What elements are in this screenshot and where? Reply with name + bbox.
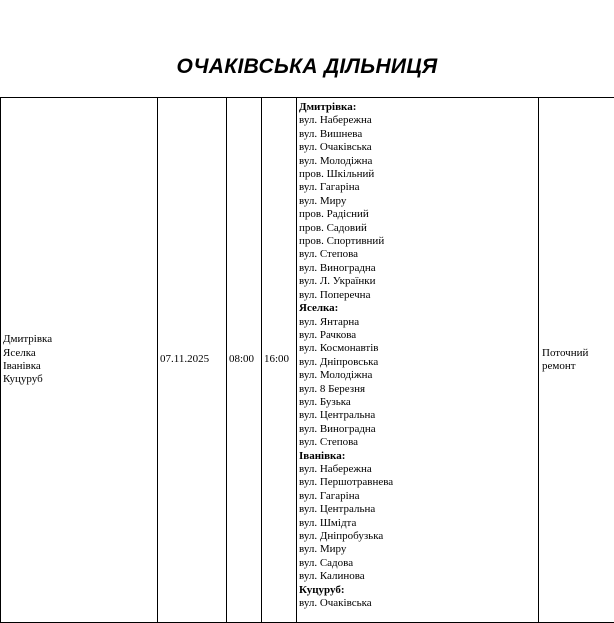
settlement-name: Яселка bbox=[3, 347, 157, 360]
date-cell: 07.11.2025 bbox=[158, 98, 227, 623]
street-item: вул. Рачкова bbox=[299, 329, 538, 342]
settlement-name: Іванівка bbox=[3, 360, 157, 373]
street-item: вул. Виноградна bbox=[299, 262, 538, 275]
street-item: вул. Гагаріна bbox=[299, 181, 538, 194]
reason-text: Поточний ремонт bbox=[542, 347, 588, 372]
street-item: вул. Поперечна bbox=[299, 289, 538, 302]
street-item: вул. Гагаріна bbox=[299, 490, 538, 503]
street-item: вул. Дніпробузька bbox=[299, 530, 538, 543]
street-item: вул. Космонавтів bbox=[299, 342, 538, 355]
settlement-name: Дмитрівка bbox=[3, 333, 157, 346]
street-item: пров. Шкільний bbox=[299, 168, 538, 181]
street-item: пров. Садовий bbox=[299, 222, 538, 235]
street-item: вул. Садова bbox=[299, 557, 538, 570]
street-item: пров. Спортивний bbox=[299, 235, 538, 248]
settlement-heading: Іванівка: bbox=[299, 450, 538, 463]
street-item: вул. Молодіжна bbox=[299, 155, 538, 168]
street-item: вул. Молодіжна bbox=[299, 369, 538, 382]
street-item: вул. Степова bbox=[299, 248, 538, 261]
street-item: вул. Виноградна bbox=[299, 423, 538, 436]
street-item: вул. Центральна bbox=[299, 409, 538, 422]
page-title: ОЧАКІВСЬКА ДІЛЬНИЦЯ bbox=[0, 55, 614, 79]
reason-cell bbox=[539, 98, 614, 623]
street-item: вул. Очаківська bbox=[299, 597, 538, 610]
time-from-cell: 08:00 bbox=[227, 98, 262, 623]
street-item: вул. Л. Українки bbox=[299, 275, 538, 288]
street-item: вул. Вишнева bbox=[299, 128, 538, 141]
street-item: вул. Янтарна bbox=[299, 316, 538, 329]
street-item: вул. Центральна bbox=[299, 503, 538, 516]
settlement-heading: Дмитрівка: bbox=[299, 101, 538, 114]
street-item: вул. Дніпровська bbox=[299, 356, 538, 369]
settlements-cell bbox=[1, 98, 158, 623]
time-to-cell: 16:00 bbox=[262, 98, 297, 623]
street-item: вул. Першотравнева bbox=[299, 476, 538, 489]
streets-cell bbox=[297, 98, 539, 623]
settlement-heading: Яселка: bbox=[299, 302, 538, 315]
settlement-name: Куцуруб bbox=[3, 373, 157, 386]
street-item: вул. Набережна bbox=[299, 463, 538, 476]
street-item: вул. Миру bbox=[299, 543, 538, 556]
settlement-heading: Куцуруб: bbox=[299, 584, 538, 597]
street-item: вул. Шмідта bbox=[299, 517, 538, 530]
street-item: вул. Бузька bbox=[299, 396, 538, 409]
street-item: вул. Степова bbox=[299, 436, 538, 449]
street-item: вул. Очаківська bbox=[299, 141, 538, 154]
street-item: вул. Миру bbox=[299, 195, 538, 208]
street-item: вул. 8 Березня bbox=[299, 383, 538, 396]
street-item: пров. Радісний bbox=[299, 208, 538, 221]
street-item: вул. Калинова bbox=[299, 570, 538, 583]
table-row bbox=[1, 98, 614, 623]
outage-table bbox=[0, 97, 614, 623]
street-list bbox=[299, 101, 538, 610]
street-item: вул. Набережна bbox=[299, 114, 538, 127]
